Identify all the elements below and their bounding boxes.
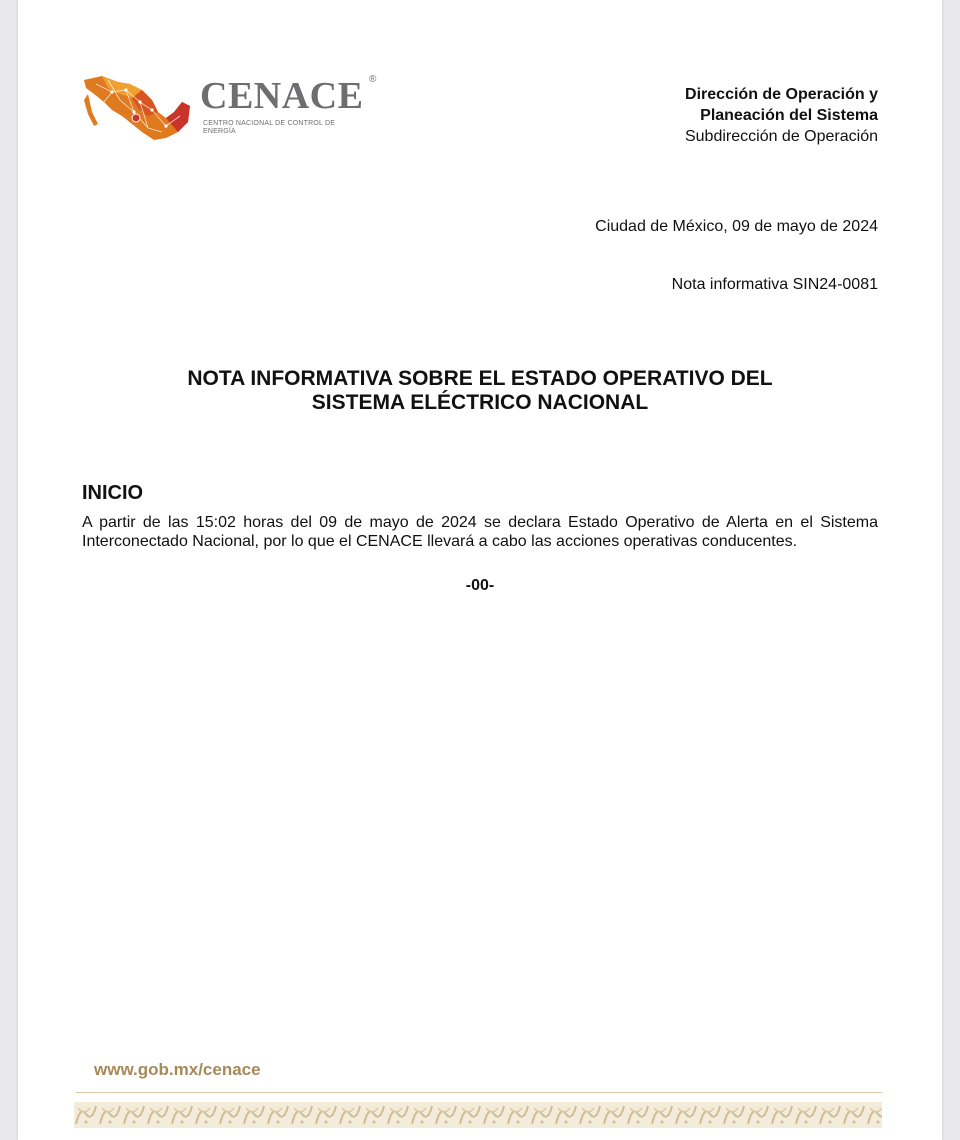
document-title bbox=[78, 367, 882, 415]
footer-url: www.gob.mx/cenace bbox=[94, 1060, 261, 1079]
body-paragraph: A partir de las 15:02 horas del 09 de mayo de 2024 se declara Estado Operativo de Alerta en el Sistema Interconectado Nacional, por lo que el CENACE llevará a cabo las acciones operativas conducentes. bbox=[82, 514, 878, 550]
footer-divider bbox=[76, 1092, 882, 1093]
place-date: Ciudad de México, 09 de mayo de 2024 bbox=[595, 218, 878, 235]
mexico-map-icon bbox=[82, 72, 194, 144]
section-heading: INICIO bbox=[82, 482, 144, 504]
issuing-office bbox=[685, 84, 878, 147]
document-page bbox=[18, 0, 942, 1140]
title-line-1: NOTA INFORMATIVA SOBRE EL ESTADO OPERATIVO DEL bbox=[187, 367, 773, 390]
end-mark: -00- bbox=[465, 577, 495, 594]
logo-wordmark: CENACE bbox=[200, 75, 364, 117]
title-line-2: SISTEMA ELÉCTRICO NACIONAL bbox=[311, 391, 649, 414]
note-id: Nota informativa SIN24-0081 bbox=[671, 276, 878, 293]
office-line-2: Planeación del Sistema bbox=[700, 107, 878, 124]
footer-ornament-pattern bbox=[74, 1102, 882, 1128]
registered-mark: ® bbox=[369, 74, 377, 85]
logo-subtitle: CENTRO NACIONAL DE CONTROL DE ENERGÍA bbox=[203, 120, 336, 135]
cenace-logo bbox=[82, 72, 382, 144]
office-line-3: Subdirección de Operación bbox=[684, 128, 878, 145]
office-line-1: Dirección de Operación y bbox=[685, 86, 878, 103]
